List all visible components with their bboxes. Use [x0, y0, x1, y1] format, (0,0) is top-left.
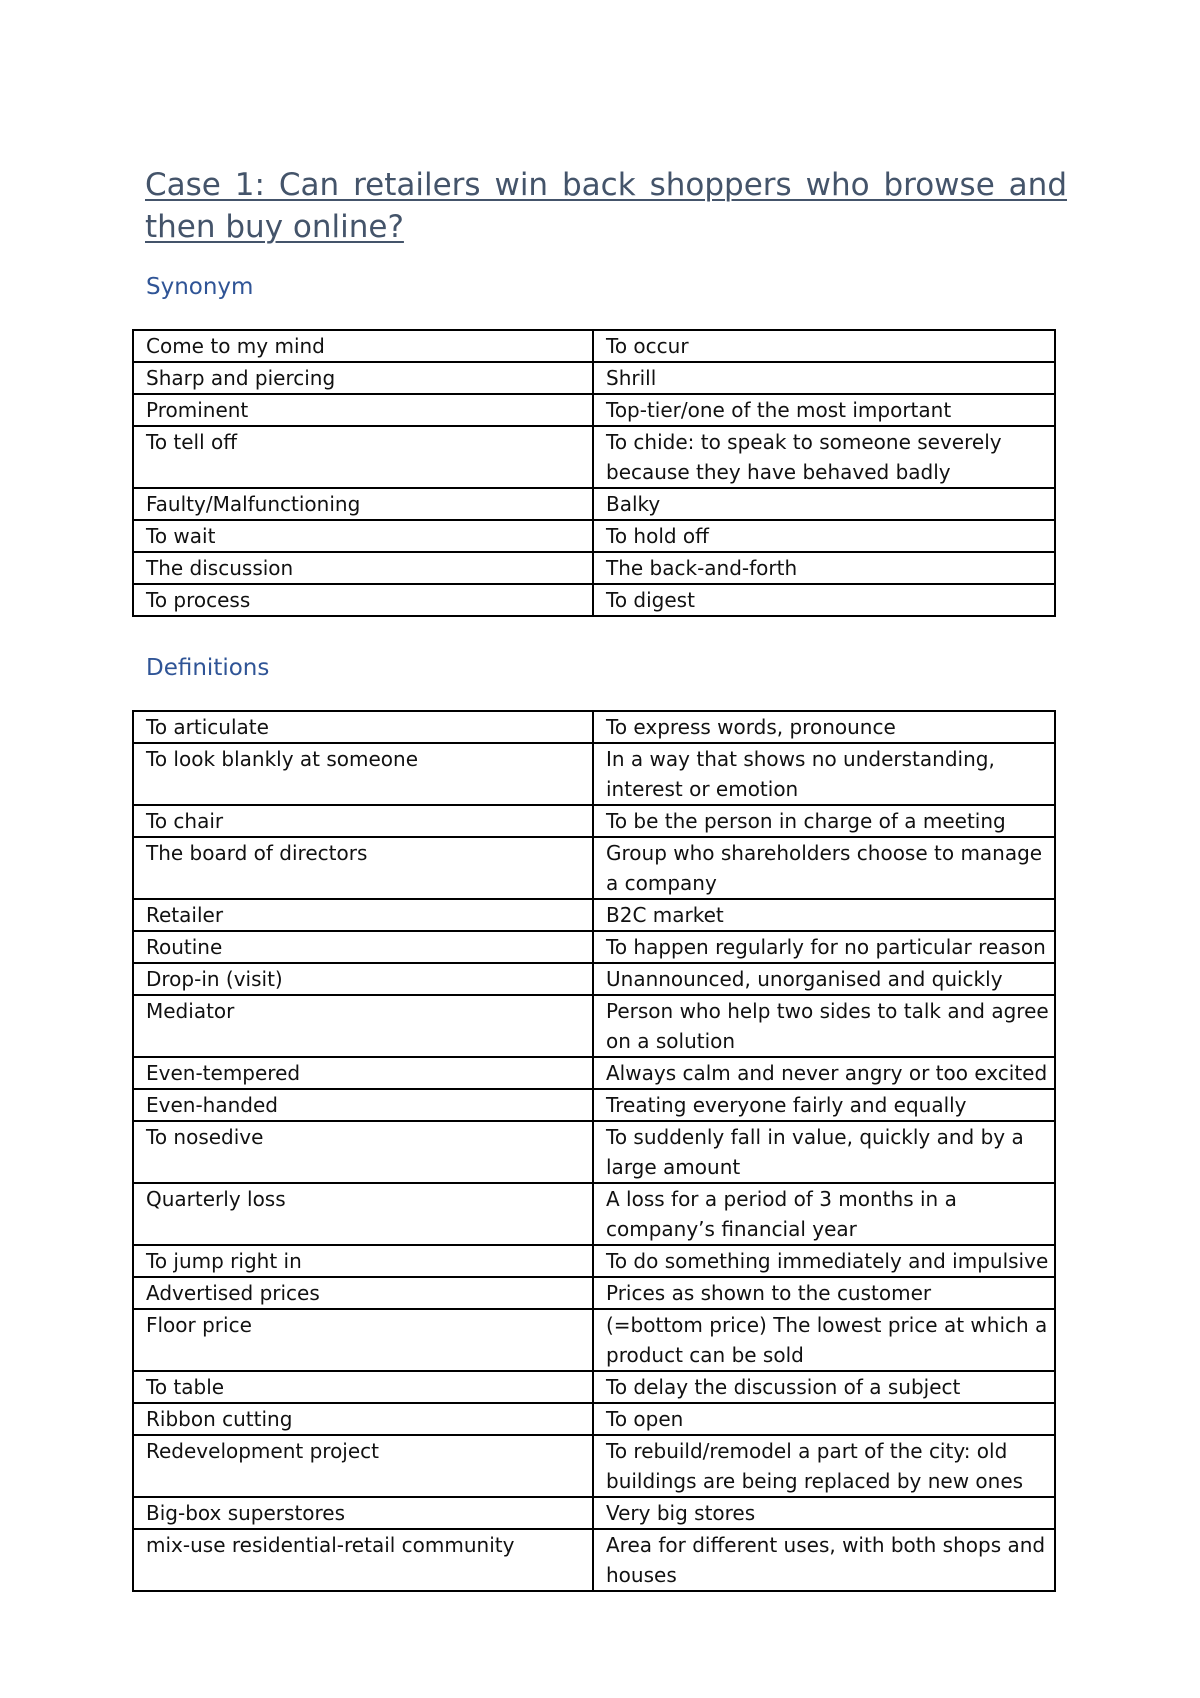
- term-cell: Routine: [133, 931, 593, 963]
- table-row: [133, 711, 1055, 743]
- meaning-cell: Unannounced, unorganised and quickly: [593, 963, 1055, 995]
- table-row: [133, 584, 1055, 616]
- term-cell: To look blankly at someone: [133, 743, 593, 805]
- table-row: [133, 963, 1055, 995]
- table-row: [133, 1057, 1055, 1089]
- term-cell: To articulate: [133, 711, 593, 743]
- table-row: [133, 743, 1055, 805]
- meaning-cell: To hold off: [593, 520, 1055, 552]
- meaning-cell: To happen regularly for no particular reason: [593, 931, 1055, 963]
- meaning-cell: To express words, pronounce: [593, 711, 1055, 743]
- table-row: [133, 1089, 1055, 1121]
- term-cell: Ribbon cutting: [133, 1403, 593, 1435]
- table-row: [133, 1403, 1055, 1435]
- table-row: [133, 1529, 1055, 1591]
- meaning-cell: Shrill: [593, 362, 1055, 394]
- meaning-cell: The back-and-forth: [593, 552, 1055, 584]
- table-row: [133, 488, 1055, 520]
- meaning-cell: To digest: [593, 584, 1055, 616]
- term-cell: Prominent: [133, 394, 593, 426]
- meaning-cell: Prices as shown to the customer: [593, 1277, 1055, 1309]
- term-cell: Retailer: [133, 899, 593, 931]
- meaning-cell: To rebuild/remodel a part of the city: old buildings are being replaced by new ones: [593, 1435, 1055, 1497]
- table-row: [133, 1183, 1055, 1245]
- term-cell: The board of directors: [133, 837, 593, 899]
- table-row: [133, 1497, 1055, 1529]
- term-cell: To nosedive: [133, 1121, 593, 1183]
- term-cell: The discussion: [133, 552, 593, 584]
- table-row: [133, 362, 1055, 394]
- table-row: [133, 805, 1055, 837]
- term-cell: Big-box superstores: [133, 1497, 593, 1529]
- meaning-cell: Balky: [593, 488, 1055, 520]
- term-cell: Mediator: [133, 995, 593, 1057]
- table-row: [133, 1371, 1055, 1403]
- term-cell: To tell off: [133, 426, 593, 488]
- definitions-table: [132, 710, 1056, 1592]
- meaning-cell: To chide: to speak to someone severely because they have behaved badly: [593, 426, 1055, 488]
- meaning-cell: To suddenly fall in value, quickly and by a large amount: [593, 1121, 1055, 1183]
- meaning-cell: B2C market: [593, 899, 1055, 931]
- table-row: [133, 330, 1055, 362]
- meaning-cell: Always calm and never angry or too excited: [593, 1057, 1055, 1089]
- meaning-cell: (=bottom price) The lowest price at which a product can be sold: [593, 1309, 1055, 1371]
- term-cell: Floor price: [133, 1309, 593, 1371]
- synonym-heading: Synonym: [146, 274, 254, 300]
- term-cell: Drop-in (visit): [133, 963, 593, 995]
- meaning-cell: Very big stores: [593, 1497, 1055, 1529]
- table-row: [133, 1309, 1055, 1371]
- table-row: [133, 1121, 1055, 1183]
- table-row: [133, 520, 1055, 552]
- term-cell: Sharp and piercing: [133, 362, 593, 394]
- table-row: [133, 837, 1055, 899]
- term-cell: Redevelopment project: [133, 1435, 593, 1497]
- synonym-table: [132, 329, 1056, 617]
- term-cell: Even-handed: [133, 1089, 593, 1121]
- table-row: [133, 1277, 1055, 1309]
- page-title: Case 1: Can retailers win back shoppers who browse and then buy online?: [145, 167, 1067, 245]
- table-row: [133, 1435, 1055, 1497]
- term-cell: To process: [133, 584, 593, 616]
- term-cell: Come to my mind: [133, 330, 593, 362]
- meaning-cell: Top-tier/one of the most important: [593, 394, 1055, 426]
- term-cell: Even-tempered: [133, 1057, 593, 1089]
- table-row: [133, 394, 1055, 426]
- term-cell: To chair: [133, 805, 593, 837]
- table-row: [133, 426, 1055, 488]
- meaning-cell: To delay the discussion of a subject: [593, 1371, 1055, 1403]
- term-cell: To wait: [133, 520, 593, 552]
- term-cell: To table: [133, 1371, 593, 1403]
- meaning-cell: Area for different uses, with both shops and houses: [593, 1529, 1055, 1591]
- meaning-cell: A loss for a period of 3 months in a company’s financial year: [593, 1183, 1055, 1245]
- meaning-cell: To be the person in charge of a meeting: [593, 805, 1055, 837]
- definitions-heading: Definitions: [146, 655, 270, 681]
- meaning-cell: To occur: [593, 330, 1055, 362]
- term-cell: mix-use residential-retail community: [133, 1529, 593, 1591]
- meaning-cell: Group who shareholders choose to manage a company: [593, 837, 1055, 899]
- term-cell: To jump right in: [133, 1245, 593, 1277]
- table-row: [133, 995, 1055, 1057]
- meaning-cell: To open: [593, 1403, 1055, 1435]
- table-row: [133, 899, 1055, 931]
- meaning-cell: Person who help two sides to talk and agree on a solution: [593, 995, 1055, 1057]
- meaning-cell: To do something immediately and impulsive: [593, 1245, 1055, 1277]
- term-cell: Quarterly loss: [133, 1183, 593, 1245]
- meaning-cell: Treating everyone fairly and equally: [593, 1089, 1055, 1121]
- meaning-cell: In a way that shows no understanding, interest or emotion: [593, 743, 1055, 805]
- term-cell: Advertised prices: [133, 1277, 593, 1309]
- table-row: [133, 1245, 1055, 1277]
- term-cell: Faulty/Malfunctioning: [133, 488, 593, 520]
- table-row: [133, 552, 1055, 584]
- table-row: [133, 931, 1055, 963]
